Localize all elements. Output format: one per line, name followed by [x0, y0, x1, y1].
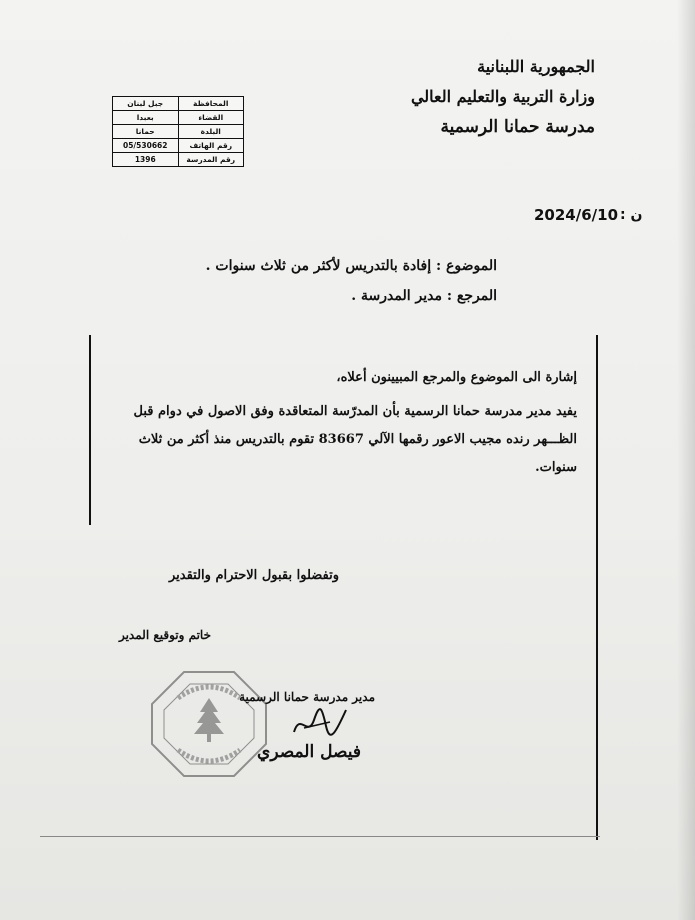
director-signature [290, 702, 350, 742]
footer-divider [40, 836, 600, 837]
school-name: مدرسة حمانا الرسمية [440, 117, 595, 137]
document-date: 2024/6/10 [534, 206, 619, 224]
body-line: يفيد مدير مدرسة حمانا الرسمية بأن المدرّسة المتعاقدة وفق الاصول في دوام قبل [133, 404, 577, 419]
info-label: القضاء [178, 111, 244, 125]
margin-line-right [596, 335, 598, 840]
info-label: رقم الهاتف [178, 139, 244, 153]
info-label: البلدة [178, 125, 244, 139]
signature-title: خاتم وتوقيع المدير [118, 628, 211, 642]
info-row [113, 111, 244, 125]
director-role: مدير مدرسة حمانا الرسمية [239, 690, 375, 704]
info-row [113, 153, 244, 167]
school-stamp [148, 668, 270, 780]
info-value: حمانا [113, 125, 179, 139]
body-line: الظـــهر رنده مجيب الاعور رقمها الآلي 83667 تقوم بالتدريس منذ أكثر من ثلاث [138, 432, 577, 447]
letterhead [411, 52, 595, 142]
info-row [113, 139, 244, 153]
ministry-name: وزارة التربية والتعليم العالي [410, 87, 595, 106]
reference-line [351, 288, 497, 304]
page-shadow [677, 0, 695, 920]
closing-remark: وتفضلوا بقبول الاحترام والتقدير [168, 568, 339, 583]
body-line: سنوات. [535, 460, 577, 475]
info-label: المحافظة [178, 97, 244, 111]
date-label: ن : [620, 207, 643, 223]
subject-text: إفادة بالتدريس لأكثر من ثلاث سنوات . [205, 258, 432, 274]
info-row [113, 97, 244, 111]
body-intro: إشارة الى الموضوع والمرجع المبيينون أعلاه، [336, 370, 577, 385]
info-row [113, 125, 244, 139]
school-info-table [112, 96, 244, 167]
republic-name: الجمهورية اللبنانية [477, 57, 595, 76]
info-value: بعبدا [113, 111, 179, 125]
subject-label: الموضوع : [436, 258, 497, 274]
info-value: 05/530662 [113, 139, 179, 153]
info-value: 1396 [113, 153, 179, 167]
reference-text: : مدير المدرسة . [351, 288, 453, 304]
body-paragraph [87, 398, 577, 482]
reference-label: المرجع [456, 288, 497, 304]
info-label: رقم المدرسة [178, 153, 244, 167]
director-name: فيصل المصري [257, 742, 361, 762]
info-value: جبل لبنان [113, 97, 179, 111]
subject-line [206, 258, 497, 274]
